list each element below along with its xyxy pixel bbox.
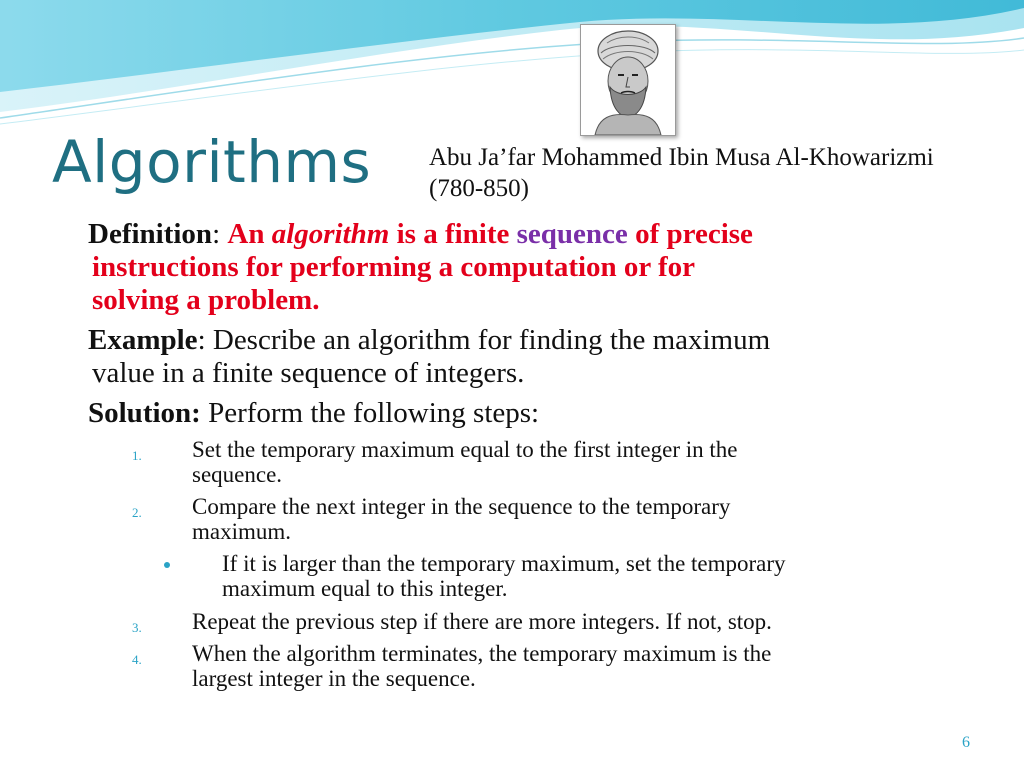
list-item: [88, 641, 978, 691]
definition-term: algorithm: [271, 218, 390, 250]
page-number: 6: [962, 734, 970, 751]
step-text-cont: sequence.: [192, 462, 283, 487]
definition-text-3: of precise: [627, 218, 753, 250]
example-line-2: value in a finite sequence of integers.: [92, 357, 525, 389]
slide-title: Algorithms: [52, 128, 372, 196]
definition-text-2: is a finite: [389, 218, 517, 250]
step-number: 3.: [132, 620, 142, 635]
step-text: When the algorithm terminates, the temporary maximum is the: [192, 641, 772, 666]
caption-dates: (780-850): [429, 175, 529, 202]
definition-sequence: sequence: [516, 218, 628, 250]
definition-paragraph: [88, 218, 978, 317]
portrait-image: [580, 24, 676, 136]
slide-body: [88, 218, 978, 698]
example-label: Example: [88, 324, 198, 356]
header-wave-decoration: [0, 0, 1024, 130]
solution-paragraph: [88, 397, 978, 430]
list-item: [88, 609, 978, 634]
step-text: Set the temporary maximum equal to the first integer in the: [192, 437, 738, 462]
definition-text-1: An: [227, 218, 272, 250]
solution-label: Solution:: [88, 397, 201, 429]
definition-colon: :: [212, 218, 228, 250]
definition-line-2: instructions for performing a computation or for: [92, 251, 696, 283]
bullet-icon: [164, 562, 170, 568]
definition-line-3: solving a problem.: [92, 284, 320, 316]
step-text-cont: largest integer in the sequence.: [192, 666, 476, 691]
step-number: 1.: [132, 448, 142, 463]
step-text: Repeat the previous step if there are more integers. If not, stop.: [192, 609, 772, 634]
al-khowarizmi-portrait-icon: [581, 25, 675, 135]
step-text-cont: maximum.: [192, 519, 292, 544]
step-number: 4.: [132, 652, 142, 667]
example-text: : Describe an algorithm for finding the maximum: [197, 324, 771, 356]
sub-list-item: [88, 551, 978, 601]
sub-step-text: If it is larger than the temporary maximum, set the temporary: [222, 551, 786, 576]
caption-name: Abu Ja’far Mohammed Ibin Musa Al-Khowarizmi: [429, 144, 934, 171]
definition-label: Definition: [88, 218, 213, 250]
list-item: [88, 437, 978, 487]
solution-text: Perform the following steps:: [200, 397, 540, 429]
portrait-caption: [429, 142, 934, 204]
step-text: Compare the next integer in the sequence to the temporary: [192, 494, 731, 519]
example-paragraph: [88, 324, 978, 390]
sub-step-text-cont: maximum equal to this integer.: [222, 576, 508, 601]
step-number: 2.: [132, 505, 142, 520]
steps-list: [88, 437, 978, 691]
list-item: [88, 494, 978, 544]
